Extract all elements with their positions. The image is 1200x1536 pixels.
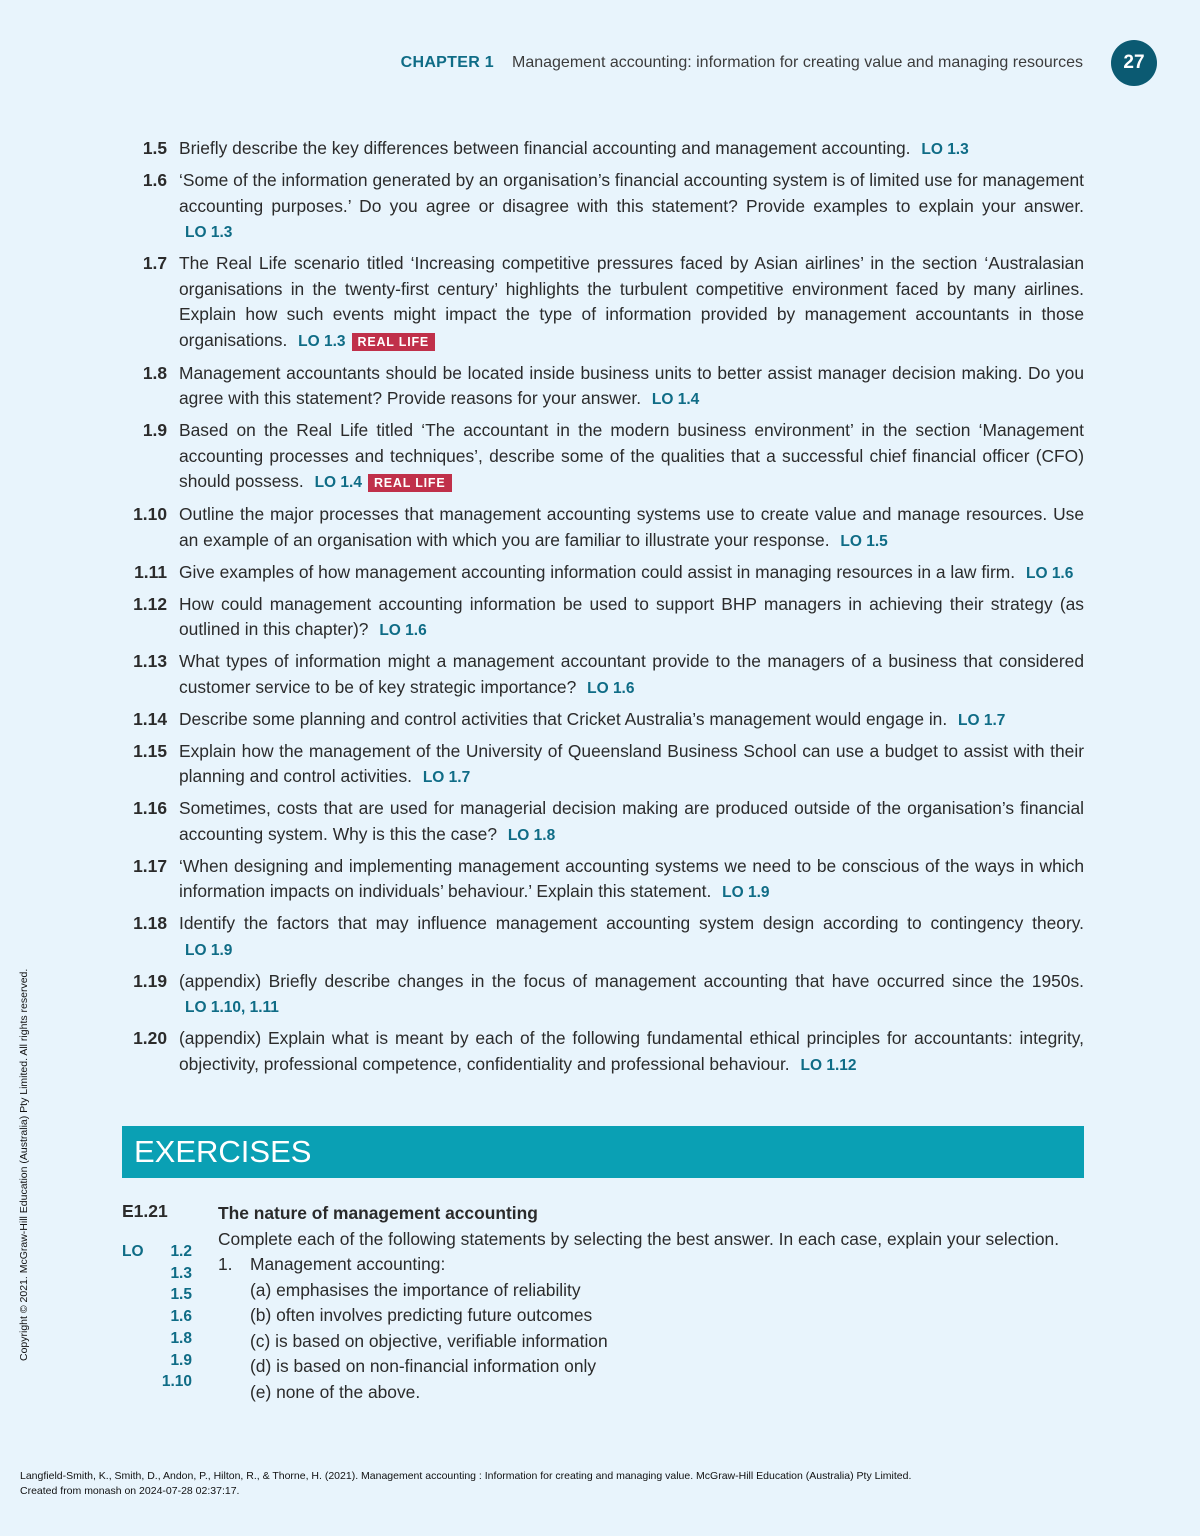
question-text: ‘When designing and implementing management accounting systems we need to be conscious of the ways in which information impacts on individuals’ behaviour.’ Explain this statement. [179,855,1084,901]
lo-item: 1.10 [161,1373,192,1391]
question-text: The Real Life scenario titled ‘Increasing competitive pressures faced by Asian airlines’ in the section ‘Australasian organisations in the twenty-first century’ highlights the turbulent competitive environment faced by many airlines. Explain how such events might impact the type of information provided by management accountants in those organisations. [179,253,1084,350]
question-item [118,1026,1084,1078]
learning-objective-ref: LO 1.4 [651,391,700,408]
question-text: Management accountants should be located inside business units to better assist manager decision making. Do you agree with this statement? Provide reasons for your answer. [179,362,1084,408]
learning-objective-ref: LO 1.5 [840,532,888,550]
question-item [118,168,1084,246]
lo-item: 1.6 [170,1308,192,1326]
page-footer [20,1469,911,1499]
learning-objective-ref: LO 1.3 [298,332,346,350]
question-text: Briefly describe the key differences between financial accounting and management accounting. [179,138,911,158]
answer-option: (a) emphasises the importance of reliability [250,1279,581,1300]
statement-text: Management accounting: [250,1254,446,1274]
question-text-wrap [179,592,1084,644]
question-text-wrap [179,649,1084,701]
question-text-wrap [179,168,1084,246]
exercise-statement [218,1252,1084,1278]
lo-item: 1.5 [170,1286,192,1304]
chapter-title: Management accounting: information for creating value and managing resources [512,54,1083,71]
question-text: How could management accounting information be used to support BHP managers in achieving their strategy (as outlined in this chapter)? [179,593,1084,639]
question-text-wrap [179,251,1084,355]
question-item [118,251,1084,355]
question-number: 1.18 [133,913,167,933]
question-number: 1.14 [133,708,167,729]
question-text: Explain how the management of the University of Queensland Business School can use a budget to assist with their planning and control activities. [179,740,1084,786]
question-text: Based on the Real Life titled ‘The accountant in the modern business environment’ in the section ‘Management accounting processes and techniques’, describe some of the qualities that a successful chief financial officer (CFO) should possess. [179,420,1084,491]
statement-number: 1. [218,1254,233,1274]
question-item [118,560,1084,587]
learning-objective-ref: LO 1.7 [958,711,1006,729]
learning-objective-ref: LO 1.10, 1.11 [185,999,279,1016]
exercise-body [218,1201,1084,1405]
question-item [118,707,1084,734]
footer-citation: Langfield-Smith, K., Smith, D., Andon, P., Hilton, R., & Thorne, H. (2021). Management accounting : Information for creating and managing value. McGraw-Hill Education (Australia) Pty Limited. [20,1470,912,1482]
question-item [118,854,1084,906]
exercise-number: E1.21 [122,1201,168,1221]
question-text-wrap [179,796,1084,848]
learning-objective-ref: LO 1.3 [921,141,969,158]
answer-option: (b) often involves predicting future outcomes [250,1305,593,1325]
question-text-wrap [179,418,1084,497]
question-number: 1.10 [133,504,167,524]
learning-objective-ref: LO 1.6 [587,679,635,697]
answer-options [250,1278,1084,1406]
question-text: Describe some planning and control activities that Cricket Australia’s management would engage in. [179,708,948,729]
question-number: 1.17 [133,855,167,876]
learning-objective-ref: LO 1.9 [185,941,233,959]
review-questions-list [118,136,1084,1084]
question-item [118,649,1084,701]
question-number: 1.11 [134,561,167,582]
real-life-tag: REAL LIFE [368,474,452,492]
page-number-badge: 27 [1111,40,1157,86]
lo-item: 1.2 [170,1243,192,1260]
exercise-intro: Complete each of the following statements by selecting the best answer. In each case, explain your selection. [218,1228,1060,1249]
question-item [118,911,1084,963]
question-text-wrap [179,560,1084,587]
question-number: 1.8 [142,362,167,383]
question-number: 1.16 [133,798,167,818]
footer-created: Created from monash on 2024-07-28 02:37:17. [20,1485,240,1497]
question-text: (appendix) Briefly describe changes in the focus of management accounting that have occurred since the 1950s. [179,970,1084,991]
question-item [118,739,1084,791]
question-text: What types of information might a management accountant provide to the managers of a business that considered customer service to be of key strategic importance? [179,651,1084,697]
learning-objective-ref: LO 1.6 [379,622,427,639]
lo-item: 1.8 [170,1329,192,1347]
question-number: 1.13 [133,651,167,671]
side-copyright-notice: Copyright © 2021. McGraw-Hill Education (Australia) Pty Limited. All rights reserved. [18,968,30,1361]
question-text-wrap [179,969,1084,1021]
question-text: Outline the major processes that management accounting systems use to create value and manage resources. Use an example of an organisation with which you are familiar to illustrate your response. [179,504,1084,550]
question-text: Give examples of how management accounting information could assist in managing resources in a law firm. [179,561,1016,582]
question-item [118,361,1084,413]
question-text-wrap [179,911,1084,963]
question-number: 1.7 [142,253,167,273]
real-life-tag: REAL LIFE [352,333,436,351]
question-item [118,796,1084,848]
learning-objective-ref: LO 1.4 [314,474,362,491]
question-text-wrap [179,1026,1084,1078]
question-number: 1.9 [142,420,167,440]
question-text: Identify the factors that may influence management accounting system design according to contingency theory. [179,913,1084,933]
learning-objective-ref: LO 1.8 [507,826,556,844]
learning-objective-ref: LO 1.6 [1025,564,1074,582]
question-number: 1.6 [142,170,167,190]
question-item [118,592,1084,644]
answer-option: (d) is based on non-financial information only [250,1356,597,1376]
question-text-wrap [179,854,1084,906]
learning-objective-ref: LO 1.7 [422,769,471,786]
answer-option: (c) is based on objective, verifiable information [250,1330,608,1351]
question-number: 1.15 [133,740,167,761]
learning-objective-ref: LO 1.12 [800,1056,857,1074]
question-text: ‘Some of the information generated by an organisation’s financial accounting system is of limited use for management accounting purposes.’ Do you agree or disagree with this statement? Provide examples to explain your answer. [179,170,1084,216]
question-text-wrap [179,136,1084,163]
question-number: 1.5 [142,138,167,158]
lo-item: 1.3 [170,1264,192,1282]
question-text-wrap [179,739,1084,791]
answer-option: (e) none of the above. [250,1381,421,1402]
lo-item: 1.9 [170,1351,192,1369]
exercise-learning-objectives [122,1241,192,1393]
question-text-wrap [179,361,1084,413]
question-number: 1.12 [133,593,167,614]
question-text-wrap [179,502,1084,554]
question-item [118,136,1084,163]
exercise-title: The nature of management accounting [218,1203,538,1223]
chapter-label: CHAPTER 1 [400,54,494,71]
question-item [118,502,1084,554]
page-header [300,40,1157,86]
question-text-wrap [179,707,1084,734]
learning-objective-ref: LO 1.3 [185,224,233,241]
question-item [118,969,1084,1021]
lo-label: LO [122,1243,144,1260]
question-item [118,418,1084,497]
question-text: Sometimes, costs that are used for managerial decision making are produced outside of the organisation’s financial accounting system. Why is this the case? [179,798,1084,844]
question-text: (appendix) Explain what is meant by each of the following fundamental ethical principles for accountants: integrity, objectivity, professional competence, confidentiality and professional behaviour. [179,1028,1084,1074]
learning-objective-ref: LO 1.9 [722,884,770,901]
question-number: 1.19 [133,970,167,991]
exercises-banner: EXERCISES [122,1126,1084,1178]
question-number: 1.20 [133,1028,167,1048]
